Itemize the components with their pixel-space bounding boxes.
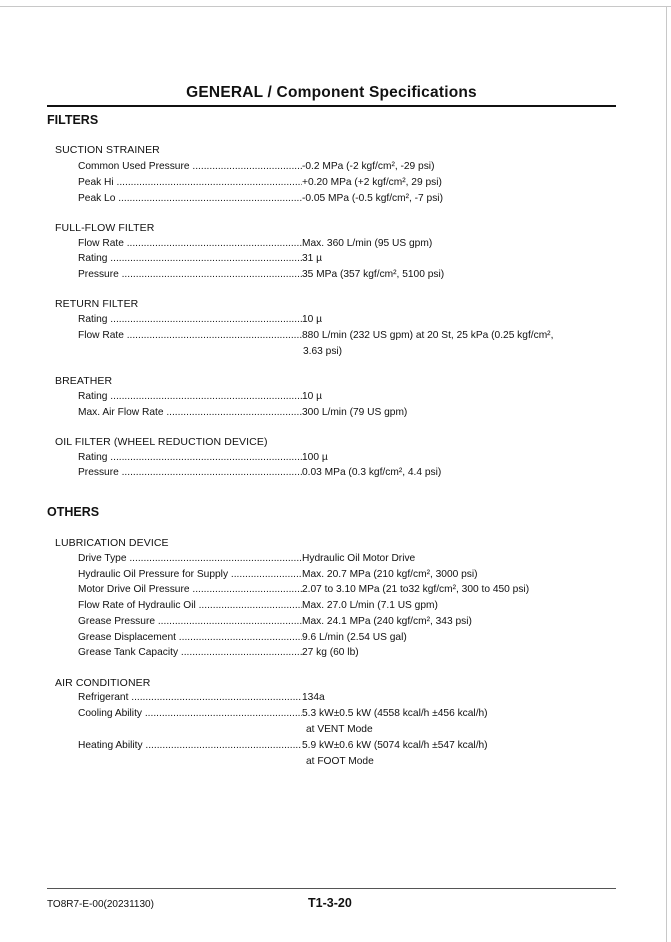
spec-label: Peak Lo .....: [78, 193, 302, 204]
spec-label: Rating .....: [78, 452, 302, 463]
spec-label: Cooling Ability .....: [78, 708, 302, 719]
spec-value: 10 µ: [302, 314, 323, 325]
spec-value: 27 kg (60 lb): [302, 647, 359, 658]
section-title-others: OTHERS: [47, 505, 100, 519]
subsection-title-oil-filter: OIL FILTER (WHEEL REDUCTION DEVICE): [55, 436, 268, 448]
spec-label: Flow Rate .....: [78, 238, 302, 249]
page-right-border: [666, 6, 667, 942]
spec-value: 5.9 kW±0.6 kW (5074 kcal/h ±547 kcal/h): [302, 740, 488, 751]
spec-value: 2.07 to 3.10 MPa (21 to32 kgf/cm², 300 to 450 psi): [302, 584, 530, 595]
spec-value: 134a: [302, 692, 325, 703]
spec-label: Flow Rate of Hydraulic Oil .....: [78, 600, 302, 611]
spec-value: 5.3 kW±0.5 kW (4558 kcal/h ±456 kcal/h): [302, 708, 488, 719]
spec-label: Pressure .....: [78, 467, 302, 478]
spec-label: Refrigerant .....: [78, 692, 302, 703]
subsection-title-suction-strainer: SUCTION STRAINER: [55, 144, 160, 156]
spec-value: +0.20 MPa (+2 kgf/cm², 29 psi): [302, 177, 442, 188]
spec-label: Drive Type .....: [78, 553, 302, 564]
spec-label: Peak Hi .....: [78, 177, 302, 188]
section-title-filters: FILTERS: [47, 113, 99, 127]
spec-label: Rating .....: [78, 391, 302, 402]
spec-label: Flow Rate .....: [78, 330, 302, 341]
subsection-title-breather: BREATHER: [55, 375, 113, 387]
spec-value: Max. 360 L/min (95 US gpm): [302, 238, 433, 249]
footer-rule: [47, 888, 616, 889]
spec-label: Rating .....: [78, 253, 302, 264]
spec-value: -0.05 MPa (-0.5 kgf/cm², -7 psi): [302, 193, 443, 204]
spec-label: Motor Drive Oil Pressure .....: [78, 584, 302, 595]
spec-value: 0.03 MPa (0.3 kgf/cm², 4.4 psi): [302, 467, 442, 478]
spec-value: 9.6 L/min (2.54 US gal): [302, 632, 407, 643]
subsection-title-full-flow-filter: FULL-FLOW FILTER: [55, 222, 155, 234]
spec-label: Pressure .....: [78, 269, 302, 280]
spec-label: Common Used Pressure .....: [78, 161, 302, 172]
spec-label: Max. Air Flow Rate .....: [78, 407, 302, 418]
spec-value-continuation: at FOOT Mode: [306, 756, 374, 767]
page-top-border: [0, 6, 671, 7]
spec-value: 100 µ: [302, 452, 328, 463]
document-code: TO8R7-E-00(20231130): [47, 899, 154, 910]
spec-label: Grease Tank Capacity .....: [78, 647, 302, 658]
spec-label: Rating .....: [78, 314, 302, 325]
spec-value-continuation: at VENT Mode: [306, 724, 373, 735]
subsection-title-return-filter: RETURN FILTER: [55, 298, 139, 310]
spec-value: Hydraulic Oil Motor Drive: [302, 553, 416, 564]
spec-value: Max. 20.7 MPa (210 kgf/cm², 3000 psi): [302, 569, 478, 580]
header-rule: [47, 105, 616, 107]
spec-value: 10 µ: [302, 391, 323, 402]
page-title: GENERAL / Component Specifications: [186, 84, 477, 101]
spec-label: Grease Pressure .....: [78, 616, 302, 627]
spec-value: 300 L/min (79 US gpm): [302, 407, 408, 418]
subsection-title-lubrication-device: LUBRICATION DEVICE: [55, 537, 169, 549]
spec-value: 31 µ: [302, 253, 323, 264]
spec-label: Grease Displacement .....: [78, 632, 302, 643]
subsection-title-air-conditioner: AIR CONDITIONER: [55, 677, 151, 689]
spec-value: -0.2 MPa (-2 kgf/cm², -29 psi): [302, 161, 435, 172]
spec-label: Hydraulic Oil Pressure for Supply .....: [78, 569, 302, 580]
spec-label: Heating Ability .....: [78, 740, 302, 751]
spec-value: Max. 27.0 L/min (7.1 US gpm): [302, 600, 438, 611]
spec-value-continuation: 3.63 psi): [303, 346, 343, 357]
spec-value: Max. 24.1 MPa (240 kgf/cm², 343 psi): [302, 616, 472, 627]
spec-value: 880 L/min (232 US gpm) at 20 St, 25 kPa (0.25 kgf/cm²,: [302, 330, 554, 341]
page-number: T1-3-20: [308, 896, 352, 910]
spec-value: 35 MPa (357 kgf/cm², 5100 psi): [302, 269, 445, 280]
